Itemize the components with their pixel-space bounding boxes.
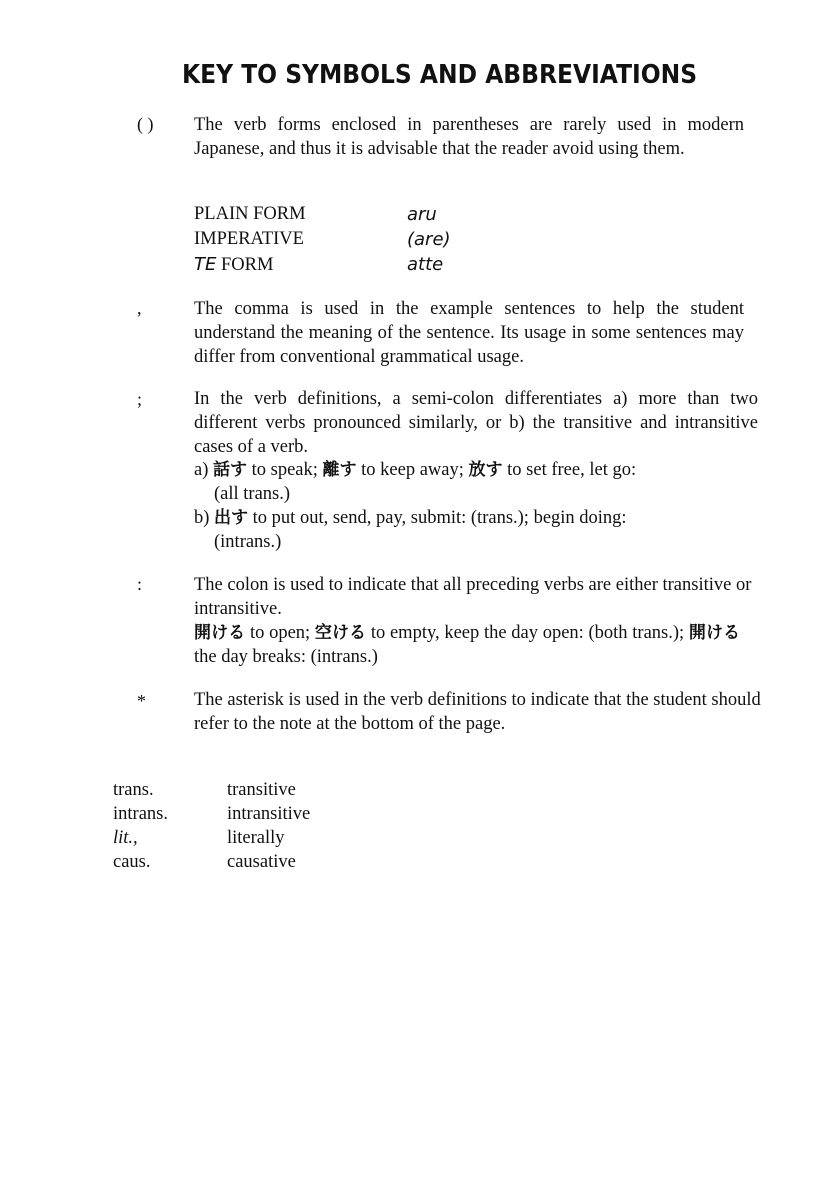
def-dasu: to put out, send, pay, submit: (trans.); begin doing: [248, 508, 627, 528]
form-value-te: atte [407, 254, 444, 275]
def-empty: to empty, keep the day open: (both trans.); [366, 623, 689, 643]
verb-hanasu-speak: 話す [213, 460, 247, 480]
def-speak: to speak; [247, 460, 323, 480]
verb-dasu: 出す [214, 508, 249, 528]
example-b-cont: (intrans.) [214, 532, 282, 552]
verb-hanasu-keep-away: 離す [322, 460, 357, 480]
abbr-intrans-meaning: intransitive [227, 804, 311, 824]
def-keep-away: to keep away; [356, 460, 469, 480]
verb-akeru-open: 開ける [194, 623, 246, 643]
asterisk-description: The asterisk is used in the verb definitions to indicate that the student should refer to the note at the bottom of the page. [194, 690, 761, 734]
form-label-plain: PLAIN FORM [194, 204, 306, 224]
verb-hanasu-set-free: 放す [468, 460, 503, 480]
form-value-plain: aru [407, 204, 437, 225]
colon-description: The colon is used to indicate that all preceding verbs are either transitive or intransitive. [194, 575, 752, 619]
parentheses-description: The verb forms enclosed in parentheses are rarely used in modern Japanese, and thus it is advisable that the reader avoid using them. [194, 115, 744, 159]
def-day-breaks: the day breaks: (intrans.) [194, 647, 378, 667]
te-italic: TE [194, 254, 217, 275]
abbr-trans-meaning: transitive [227, 780, 296, 800]
example-b-prefix: b) [194, 508, 215, 528]
abbr-lit: lit., [113, 828, 138, 848]
symbol-colon: : [137, 574, 143, 594]
example-a-cont: (all trans.) [214, 484, 291, 504]
form-label-imperative: IMPERATIVE [194, 229, 304, 249]
colon-example [194, 621, 740, 669]
form-value-imperative: (are) [407, 229, 451, 250]
form-label-te [194, 254, 273, 276]
semicolon-example-a [194, 458, 774, 554]
def-set-free: to set free, let go: [502, 460, 637, 480]
symbol-comma: , [137, 298, 142, 318]
verb-akeru-empty: 空ける [314, 623, 367, 643]
symbol-asterisk: * [137, 691, 146, 711]
def-open: to open; [245, 623, 315, 643]
semicolon-description: In the verb definitions, a semi-colon differentiates a) more than two different verbs pronounced similarly, or b) the transitive and intransitive cases of a verb. [194, 389, 758, 457]
verb-akeru-day-breaks: 開ける [688, 623, 741, 643]
comma-description: The comma is used in the example sentences to help the student understand the meaning of the sentence. Its usage in some sentences may differ from conventional grammatical usage. [194, 299, 744, 367]
symbol-parentheses: ( ) [137, 114, 154, 134]
abbr-caus: caus. [113, 852, 151, 872]
example-b-line [194, 506, 774, 530]
symbol-semicolon: ; [137, 389, 143, 409]
abbr-trans: trans. [113, 780, 154, 800]
example-a-line [194, 458, 774, 482]
form-label-te-text: FORM [216, 255, 274, 275]
page-title: KEY TO SYMBOLS AND ABBREVIATIONS [182, 60, 698, 90]
abbr-intrans: intrans. [113, 804, 168, 824]
abbr-lit-meaning: literally [227, 828, 285, 848]
example-a-prefix: a) [194, 460, 213, 480]
abbr-caus-meaning: causative [227, 852, 296, 872]
